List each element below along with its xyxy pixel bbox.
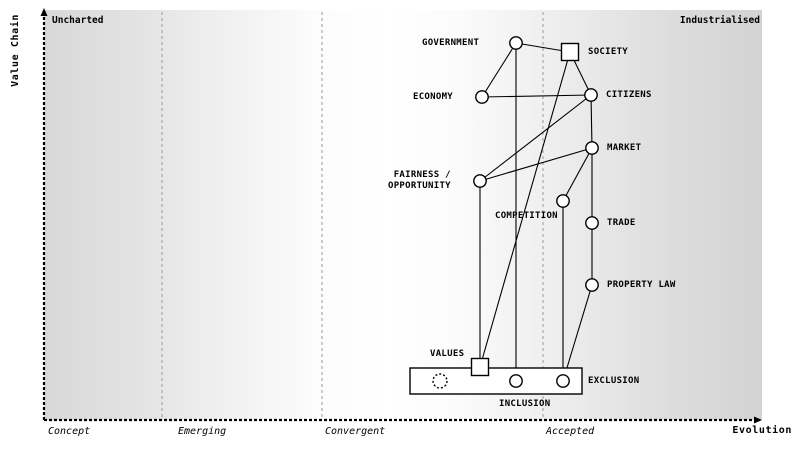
node-label-trade: TRADE	[607, 218, 636, 228]
stage-label-emerging: Emerging	[178, 426, 227, 437]
node-label-fairness: FAIRNESS / OPPORTUNITY	[388, 170, 451, 191]
link-market-to-competition	[563, 148, 592, 201]
link-economy-to-citizens	[482, 95, 591, 97]
link-citizens-to-market	[591, 95, 592, 148]
node-ghost[interactable]	[433, 374, 447, 388]
node-society[interactable]	[562, 44, 579, 61]
node-label-values: VALUES	[430, 349, 465, 359]
link-government-to-economy	[482, 43, 516, 97]
node-citizens[interactable]	[585, 89, 597, 101]
stage-label-accepted: Accepted	[546, 426, 595, 437]
link-citizens-to-fairness	[480, 95, 591, 181]
stage-label-concept: Concept	[48, 426, 91, 437]
x-axis-arrow	[754, 417, 762, 424]
node-exclusion[interactable]	[557, 375, 569, 387]
node-label-inclusion: INCLUSION	[499, 399, 551, 409]
node-government[interactable]	[510, 37, 522, 49]
node-label-competition: COMPETITION	[495, 211, 558, 221]
industrialised-label: Industrialised	[679, 15, 760, 26]
link-property-to-exclusion	[563, 285, 592, 381]
node-label-government: GOVERNMENT	[422, 38, 480, 48]
node-property[interactable]	[586, 279, 598, 291]
node-label-property: PROPERTY LAW	[607, 280, 676, 290]
node-label-citizens: CITIZENS	[606, 90, 652, 100]
node-label-market: MARKET	[607, 143, 642, 153]
axes-group	[41, 8, 763, 424]
x-axis-label: Evolution	[732, 425, 792, 436]
y-axis-label: Value Chain	[10, 14, 21, 87]
node-fairness[interactable]	[474, 175, 486, 187]
node-label-society: SOCIETY	[588, 47, 629, 57]
link-market-to-fairness	[480, 148, 592, 181]
node-label-exclusion: EXCLUSION	[588, 376, 640, 386]
y-axis-arrow	[41, 8, 48, 16]
node-inclusion[interactable]	[510, 375, 522, 387]
node-market[interactable]	[586, 142, 598, 154]
node-competition[interactable]	[557, 195, 569, 207]
link-society-to-values	[480, 52, 570, 367]
node-values[interactable]	[472, 359, 489, 376]
node-trade[interactable]	[586, 217, 598, 229]
uncharted-label: Uncharted	[52, 15, 104, 26]
stage-label-convergent: Convergent	[325, 426, 386, 437]
node-label-economy: ECONOMY	[413, 92, 454, 102]
node-economy[interactable]	[476, 91, 488, 103]
